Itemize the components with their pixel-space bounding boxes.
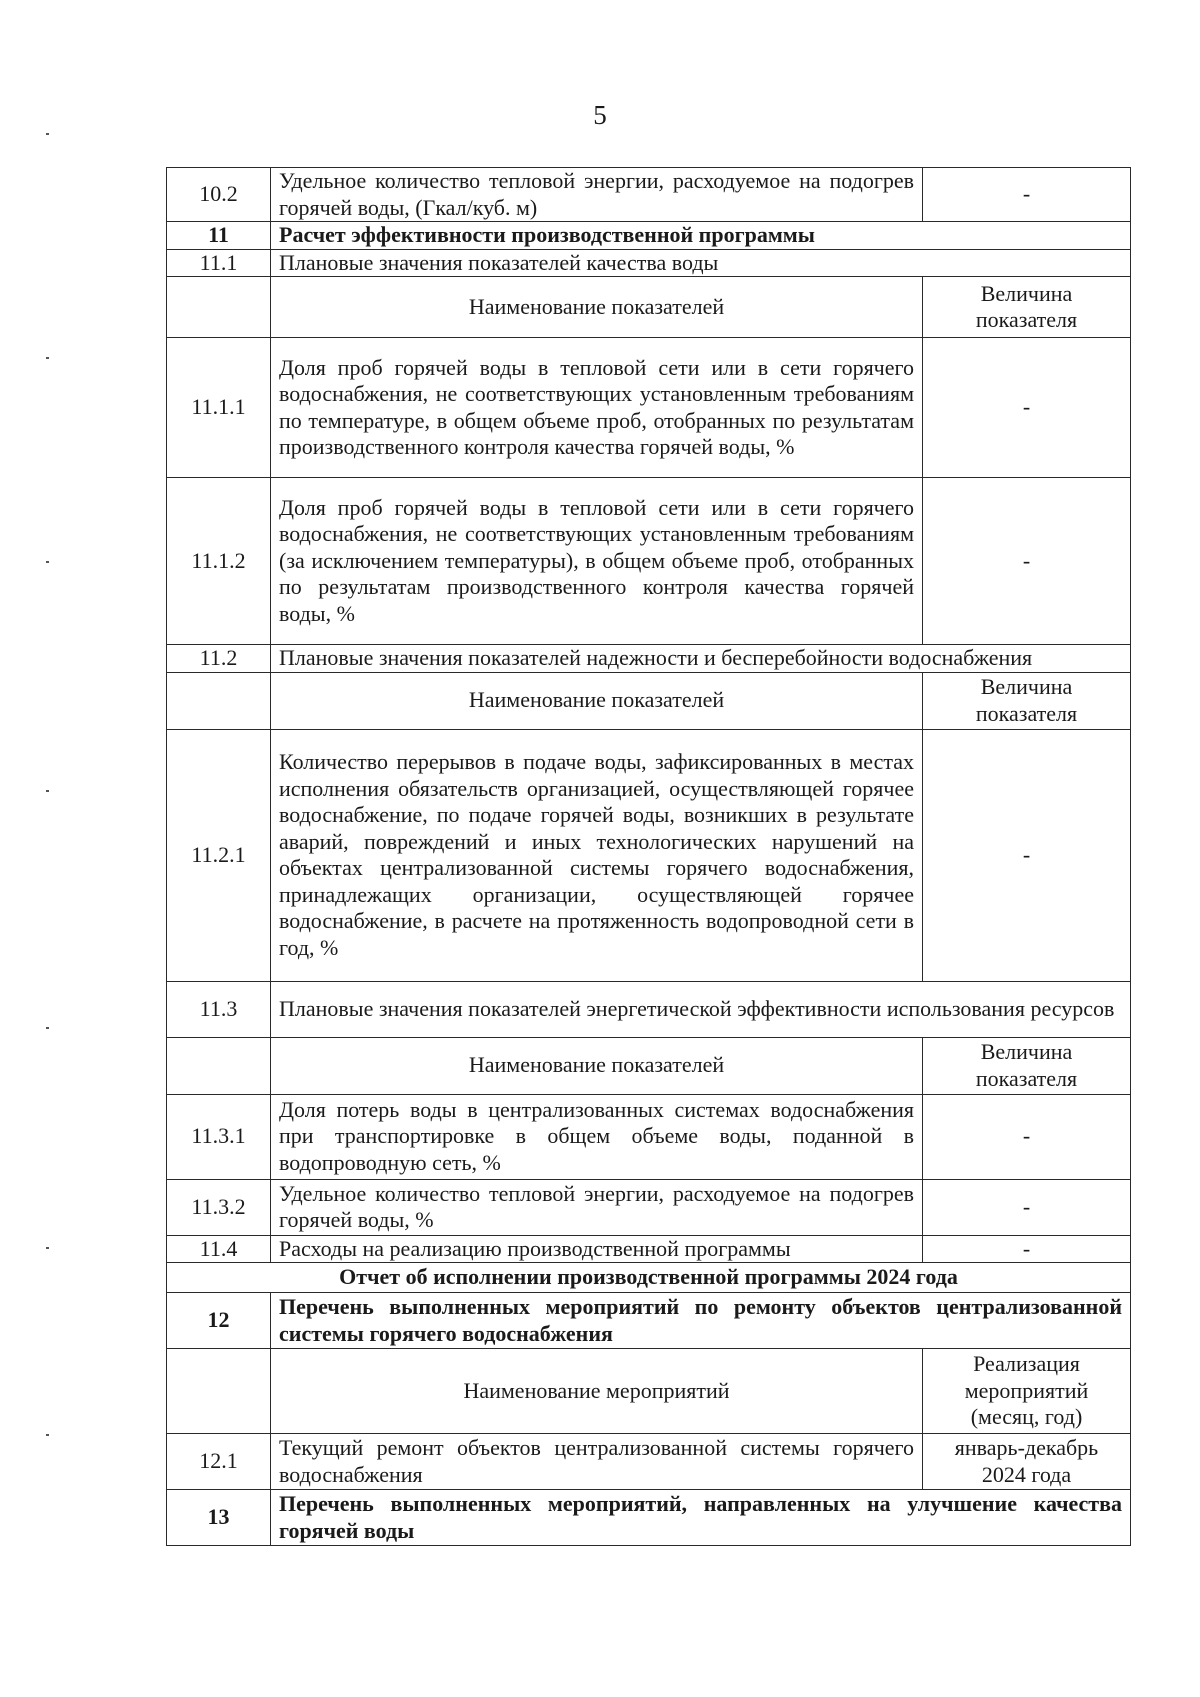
table-row-11-1 [167, 249, 1131, 277]
row-text: Текущий ремонт объектов централизованной системы горячего водоснабжения [271, 1434, 923, 1490]
table-header-row [167, 672, 1131, 729]
row-text: Плановые значения показателей качества воды [271, 249, 1131, 277]
row-number: 11.3 [167, 981, 271, 1037]
table-row-12 [167, 1293, 1131, 1349]
table-header-row [167, 1349, 1131, 1434]
section-number: 11 [167, 222, 271, 250]
table-row-13 [167, 1490, 1131, 1546]
row-value: - [923, 168, 1131, 222]
row-text: Плановые значения показателей надежности и бесперебойности водоснабжения [271, 645, 1131, 673]
section-title: Перечень выполненных мероприятий по ремонту объектов централизованной системы горячего водоснабжения [271, 1293, 1131, 1349]
row-text: Расходы на реализацию производственной программы [271, 1235, 923, 1263]
column-header-value: Величина показателя [923, 1037, 1131, 1094]
column-header-name: Наименование показателей [271, 277, 923, 338]
row-number: 11.1 [167, 249, 271, 277]
empty-cell [167, 1349, 271, 1434]
row-value: - [923, 1235, 1131, 1263]
report-title: Отчет об исполнении производственной программы 2024 года [167, 1263, 1131, 1293]
row-number: 12.1 [167, 1434, 271, 1490]
column-header-value: Реализация мероприятий (месяц, год) [923, 1349, 1131, 1434]
section-number: 12 [167, 1293, 271, 1349]
table-row-10-2 [167, 168, 1131, 222]
row-text: Плановые значения показателей энергетической эффективности использования ресурсов [271, 981, 1131, 1037]
table-row-report-title [167, 1263, 1131, 1293]
scan-mark [46, 1027, 49, 1029]
table-row-11-2-1 [167, 729, 1131, 981]
column-header-value: Величина показателя [923, 277, 1131, 338]
row-number: 11.1.2 [167, 478, 271, 645]
row-number: 11.2.1 [167, 729, 271, 981]
row-text: Удельное количество тепловой энергии, расходуемое на подогрев горячей воды, % [271, 1179, 923, 1235]
table-header-row [167, 277, 1131, 338]
column-header-name: Наименование показателей [271, 672, 923, 729]
table-header-row [167, 1037, 1131, 1094]
scan-mark [46, 790, 49, 792]
row-value: - [923, 478, 1131, 645]
row-number: 10.2 [167, 168, 271, 222]
program-table [166, 167, 1131, 1546]
scan-mark [46, 1247, 49, 1249]
table-row-11-4 [167, 1235, 1131, 1263]
empty-cell [167, 1037, 271, 1094]
row-number: 11.3.1 [167, 1094, 271, 1179]
scan-mark [46, 1434, 49, 1436]
section-title: Перечень выполненных мероприятий, направленных на улучшение качества горячей воды [271, 1490, 1131, 1546]
section-number: 13 [167, 1490, 271, 1546]
row-number: 11.4 [167, 1235, 271, 1263]
page-number: 5 [593, 100, 607, 130]
empty-cell [167, 277, 271, 338]
scan-mark [46, 357, 49, 359]
table-row-12-1 [167, 1434, 1131, 1490]
table-row-11-3-1 [167, 1094, 1131, 1179]
row-text: Доля проб горячей воды в тепловой сети или в сети горячего водоснабжения, не соответствующих установленным требованиям (за исключением температуры), в общем объеме проб, отобранных по результатам производственного контроля качества горячей воды, % [271, 478, 923, 645]
row-value: - [923, 1094, 1131, 1179]
table-row-11-3-2 [167, 1179, 1131, 1235]
row-text: Количество перерывов в подаче воды, зафиксированных в местах исполнения обязательств организацией, осуществляющей горячее водоснабжение, по подаче горячей воды, возникших в результате аварий, повреждений и иных технологических нарушений на объектах централизованной системы горячего водоснабжения, принадлежащих организации, осуществляющей горячее водоснабжение, в расчете на протяженность водопроводной сети в год, % [271, 729, 923, 981]
scan-mark [46, 133, 49, 135]
table-row-11-1-1 [167, 338, 1131, 478]
row-text: Удельное количество тепловой энергии, расходуемое на подогрев горячей воды, (Гкал/куб. м) [271, 168, 923, 222]
column-header-name: Наименование показателей [271, 1037, 923, 1094]
table-row-11-1-2 [167, 478, 1131, 645]
row-number: 11.2 [167, 645, 271, 673]
empty-cell [167, 672, 271, 729]
table-row-11-2 [167, 645, 1131, 673]
table-row-11 [167, 222, 1131, 250]
row-value: январь-декабрь 2024 года [923, 1434, 1131, 1490]
row-number: 11.1.1 [167, 338, 271, 478]
row-text: Доля проб горячей воды в тепловой сети или в сети горячего водоснабжения, не соответствующих установленным требованиям по температуре, в общем объеме проб, отобранных по результатам производственного контроля качества горячей воды, % [271, 338, 923, 478]
row-value: - [923, 729, 1131, 981]
column-header-name: Наименование мероприятий [271, 1349, 923, 1434]
row-text: Доля потерь воды в централизованных системах водоснабжения при транспортировке в общем объеме воды, поданной в водопроводную сеть, % [271, 1094, 923, 1179]
section-title: Расчет эффективности производственной программы [271, 222, 1131, 250]
row-value: - [923, 1179, 1131, 1235]
scan-mark [46, 561, 49, 563]
row-value: - [923, 338, 1131, 478]
row-number: 11.3.2 [167, 1179, 271, 1235]
column-header-value: Величина показателя [923, 672, 1131, 729]
table-row-11-3 [167, 981, 1131, 1037]
